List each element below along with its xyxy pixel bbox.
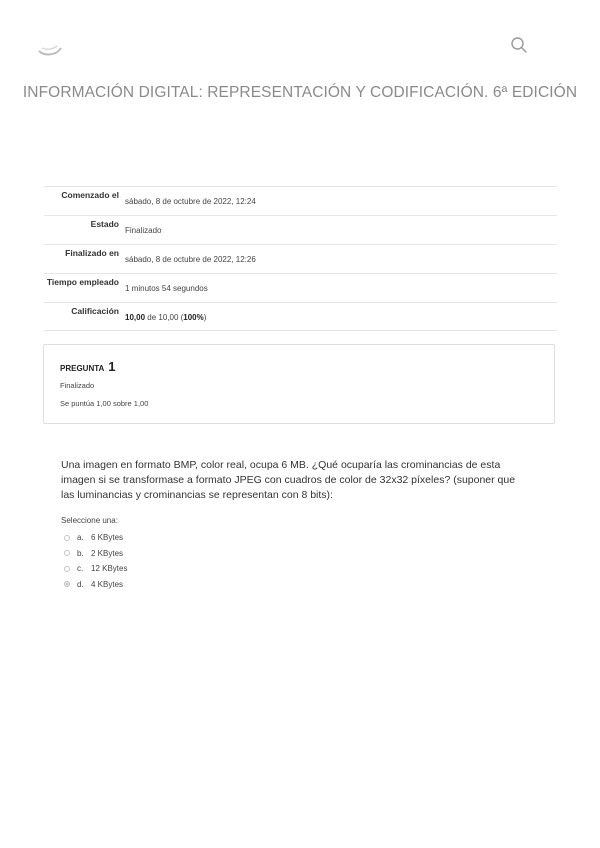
summary-label: Finalizado en	[65, 248, 119, 258]
site-logo-icon	[36, 38, 64, 58]
radio-button[interactable]	[64, 535, 70, 541]
radio-button-selected[interactable]	[64, 581, 70, 587]
answer-letter: c.	[77, 564, 84, 574]
radio-button[interactable]	[64, 550, 70, 556]
answer-letter: b.	[77, 548, 84, 558]
answer-text: 12 KBytes	[91, 564, 128, 574]
answer-text: 4 KBytes	[91, 579, 124, 589]
answer-text: 2 KBytes	[91, 548, 124, 558]
summary-value: sábado, 8 de octubre de 2022, 12:24	[125, 197, 256, 206]
summary-row-state	[44, 215, 557, 244]
attempt-summary-table	[44, 186, 557, 331]
answer-letter: a.	[77, 533, 84, 543]
summary-label: Comenzado el	[61, 190, 119, 200]
question-state: Finalizado	[60, 381, 95, 390]
answer-text: 6 KBytes	[91, 533, 124, 543]
course-title: INFORMACIÓN DIGITAL: REPRESENTACIÓN Y CODIFICACIÓN. 6ª EDICIÓN	[22, 84, 578, 101]
summary-label: Calificación	[71, 306, 119, 316]
summary-value: 1 minutos 54 segundos	[125, 284, 208, 293]
summary-row-started	[44, 186, 557, 215]
question-text: Una imagen en formato BMP, color real, ocupa 6 MB. ¿Qué ocuparía las crominancias de esta imagen si se transformase a formato JPEG con cuadros de color de 32x32 píxeles? (suponer que las luminancias y crominancias se representan con 8 bits):	[61, 459, 516, 501]
question-grade: Se puntúa 1,00 sobre 1,00	[60, 399, 149, 408]
grade-value	[119, 303, 206, 330]
question-number	[60, 359, 115, 374]
summary-label: Tiempo empleado	[46, 277, 119, 287]
question-number-value: 1	[108, 359, 116, 374]
summary-row-grade	[44, 302, 557, 331]
summary-row-time	[44, 273, 557, 302]
summary-row-finished	[44, 244, 557, 273]
answer-options	[64, 530, 127, 592]
summary-value: sábado, 8 de octubre de 2022, 12:26	[125, 255, 256, 264]
answer-prompt: Seleccione una:	[61, 516, 118, 525]
grade-percent: 100%	[183, 313, 204, 322]
answer-letter: d.	[77, 579, 84, 589]
question-label: PREGUNTA	[60, 364, 104, 373]
grade-of-text: de 10,00 (	[145, 313, 184, 322]
radio-button[interactable]	[64, 566, 70, 572]
answer-option-a[interactable]	[64, 530, 127, 546]
summary-value: Finalizado	[125, 226, 162, 235]
grade-close: )	[203, 313, 207, 322]
question-info-box	[43, 344, 555, 424]
answer-option-c[interactable]	[64, 561, 127, 577]
answer-option-b[interactable]	[64, 546, 127, 562]
summary-label: Estado	[90, 219, 119, 229]
grade-score: 10,00	[125, 313, 146, 322]
search-icon[interactable]	[510, 36, 528, 54]
answer-option-d[interactable]	[64, 577, 127, 593]
